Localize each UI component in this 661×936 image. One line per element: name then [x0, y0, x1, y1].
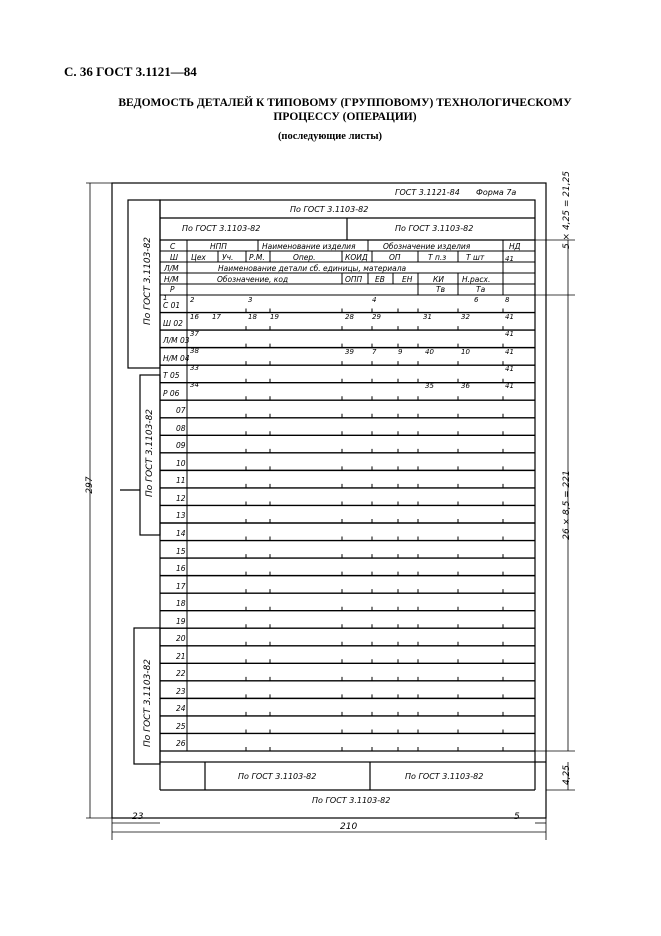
ref-band-left: По ГОСТ 3.1103-82 [182, 224, 261, 233]
hdr-nrash: Н.расх. [462, 275, 491, 284]
line-label: 22 [176, 669, 186, 679]
dim-height: 297 [85, 476, 95, 494]
field-num: 18 [248, 313, 257, 321]
hdr-s: С [170, 242, 176, 251]
form-name: Форма 7а [476, 188, 517, 197]
hdr-code: Обозначение, код [217, 275, 289, 284]
field-num: 33 [190, 364, 199, 372]
line-label: 23 [176, 686, 186, 696]
line-label: 11 [176, 476, 186, 486]
field-num: 17 [212, 313, 221, 321]
field-num: 41 [505, 348, 514, 356]
hdr-en: ЕН [402, 275, 413, 284]
field-num: 41 [505, 313, 514, 321]
hdr-part-name: Наименование детали сб. единицы, материала [218, 264, 407, 273]
field-num: 2 [190, 296, 195, 304]
document-title: ВЕДОМОСТЬ ДЕТАЛЕЙ К ТИПОВОМУ (ГРУППОВОМУ) ТЕХНОЛОГИЧЕСКОМУ ПРОЦЕССУ (ОПЕРАЦИИ) [118, 97, 572, 123]
hdr-ceh: Цех [191, 253, 206, 262]
hdr-opp: ОПП [345, 275, 363, 284]
field-num: 1 [163, 294, 168, 302]
hdr-koid: КОИД [345, 253, 368, 262]
field-num: 3 [248, 296, 253, 304]
ref-bottom: По ГОСТ 3.1103-82 [312, 796, 391, 805]
line-label: 13 [176, 511, 186, 521]
field-num: 37 [190, 330, 199, 338]
field-num: 16 [190, 313, 199, 321]
page-number: С. 36 ГОСТ 3.1121—84 [64, 64, 197, 79]
field-num: 36 [461, 382, 470, 390]
line-label: 18 [176, 599, 186, 609]
hdr-oper: Опер. [293, 253, 316, 262]
hdr-nm: Н/М [164, 275, 179, 284]
line-label: 26 [176, 739, 186, 749]
ref-bottom-right: По ГОСТ 3.1103-82 [405, 772, 484, 781]
field-num: 28 [345, 313, 354, 321]
line-label: С 01 [163, 301, 181, 310]
line-label: 14 [176, 529, 186, 538]
field-num: 8 [505, 296, 510, 304]
line-label: 24 [176, 704, 186, 714]
dim-top-block: 5 × 4,25 = 21,25 [562, 170, 572, 250]
side-ref-2: По ГОСТ 3.1103-82 [145, 408, 155, 498]
hdr-nd: НД [509, 242, 521, 251]
line-label: 15 [176, 546, 186, 556]
ref-bottom-left: По ГОСТ 3.1103-82 [238, 772, 317, 781]
dim-middle-block: 26 × 8,5 = 221 [562, 470, 572, 540]
field-num: 6 [474, 296, 479, 304]
field-num: 10 [461, 348, 470, 356]
line-label: Р 06 [163, 388, 180, 398]
line-label: 07 [176, 406, 186, 416]
hdr-lm: Л/М [164, 264, 179, 273]
field-num-head: 41 [505, 255, 514, 263]
field-num: 41 [505, 330, 514, 338]
document-subtitle: (последующие листы) [277, 131, 383, 142]
dim-bottom-block: 4,25 [562, 764, 572, 786]
line-label: 20 [176, 634, 186, 644]
field-num: 35 [425, 382, 434, 390]
dim-width: 210 [340, 822, 358, 832]
line-label: 16 [176, 564, 186, 574]
field-num: 38 [190, 347, 199, 355]
line-label: 21 [176, 651, 186, 661]
field-num: 7 [372, 348, 377, 356]
hdr-r: Р [170, 285, 175, 294]
hdr-ev: ЕВ [375, 275, 385, 284]
field-num: 4 [372, 296, 377, 304]
field-num: 39 [345, 348, 354, 356]
hdr-npp: НПП [210, 242, 227, 251]
dim-right-margin: 5 [514, 812, 520, 822]
line-label: Л/М 03 [163, 336, 190, 346]
field-num: 40 [425, 348, 434, 356]
line-label: 25 [176, 721, 186, 731]
field-num: 29 [372, 313, 381, 321]
ref-top: По ГОСТ 3.1103-82 [290, 205, 369, 214]
hdr-tsht: Т шт [466, 253, 485, 262]
hdr-product-code: Обозначение изделия [383, 242, 471, 251]
hdr-rm: Р.М. [249, 253, 265, 262]
line-label: 19 [176, 616, 186, 626]
side-ref-1: По ГОСТ 3.1103-82 [143, 236, 153, 326]
line-label: 09 [176, 441, 186, 451]
ref-band-right: По ГОСТ 3.1103-82 [395, 224, 474, 233]
line-label: 08 [176, 423, 186, 433]
line-label: Ш 02 [163, 318, 183, 328]
line-label: 17 [176, 581, 186, 591]
hdr-tv: Тв [436, 285, 446, 294]
side-ref-3: По ГОСТ 3.1103-82 [143, 658, 153, 748]
field-num: 9 [398, 348, 403, 356]
line-label: Н/М 04 [163, 353, 190, 363]
hdr-ki: КИ [433, 275, 444, 284]
field-num: 19 [270, 313, 279, 321]
hdr-tpz: Т п.з [428, 253, 447, 262]
gost-stamp: ГОСТ 3.1121-84 [395, 188, 460, 197]
line-label: Т 05 [163, 371, 180, 381]
field-num: 32 [461, 313, 470, 321]
dim-left-margin: 23 [132, 812, 144, 822]
hdr-product-name: Наименование изделия [262, 242, 356, 251]
hdr-sh: Ш [170, 253, 179, 262]
line-label: 12 [176, 493, 186, 503]
hdr-ta: Та [476, 285, 486, 294]
field-num: 31 [423, 313, 432, 321]
hdr-uch: Уч. [222, 253, 234, 262]
field-num: 34 [190, 381, 199, 389]
field-num: 41 [505, 382, 514, 390]
line-label: 10 [176, 458, 186, 468]
field-num: 41 [505, 365, 514, 373]
hdr-op: ОП [389, 253, 401, 262]
